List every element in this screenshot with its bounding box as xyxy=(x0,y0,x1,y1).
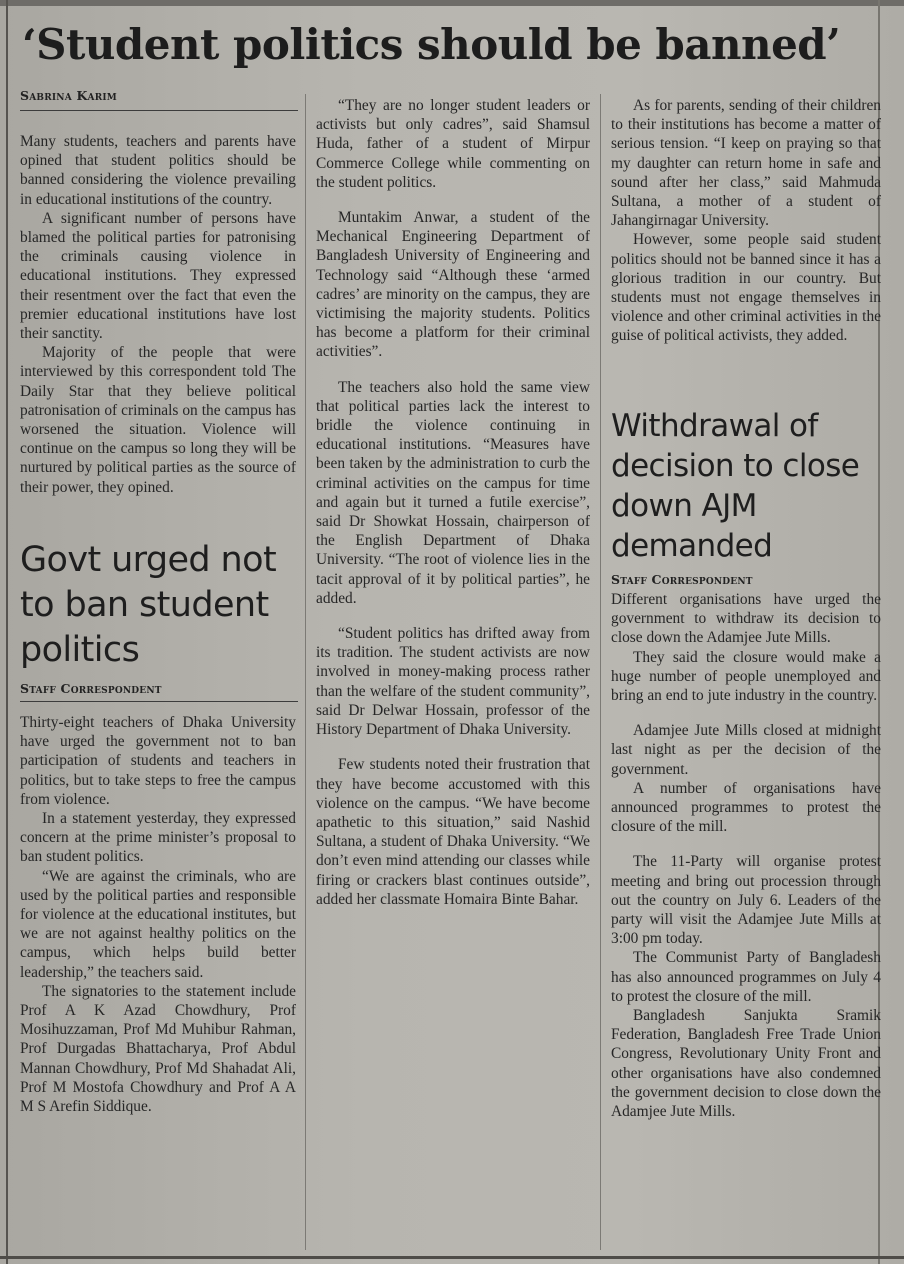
ajm-paragraph-6: The Communist Party of Bangladesh has also announced programmes on July 4 to protest the closure of the mill. xyxy=(611,949,881,1005)
column-rule-2 xyxy=(600,94,601,1250)
ajm-paragraph-1: Different organisations have urged the government to withdraw its decision to close down the Adamjee Jute Mills. xyxy=(611,591,881,647)
ajm-paragraph-3: Adamjee Jute Mills closed at midnight last night as per the decision of the government. xyxy=(611,722,881,778)
main-byline-rule xyxy=(20,110,298,111)
bottom-rule xyxy=(0,1256,904,1259)
govt-story-body xyxy=(20,713,296,1116)
main-paragraph-9: As for parents, sending of their children to their institutions has become a matter of serious tension. “I keep on praying so that my daughter can return home in safe and sound after her class,” said Mahmuda Sultana, a mother of a student of Jahangirnagar University. xyxy=(611,97,881,230)
ajm-byline: Staff Correspondent xyxy=(611,572,753,587)
column-rule-1 xyxy=(305,94,306,1250)
govt-byline: Staff Correspondent xyxy=(20,681,162,696)
ajm-headline: Withdrawal of decision to close down AJM demanded xyxy=(611,408,860,564)
main-paragraph-2: A significant number of persons have blamed the political parties for patronising the criminals causing violence in educational institutions. They expressed their resentment over the fact that even the premier educational institutions have lost their sanctity. xyxy=(20,209,296,343)
ajm-paragraph-4: A number of organisations have announced programmes to protest the closure of the mill. xyxy=(611,779,881,836)
main-paragraph-5: Muntakim Anwar, a student of the Mechanical Engineering Department of Bangladesh University of Engineering and Technology said “Although these ‘armed cadres’ are minority on the campus, they are victimising the majority students. Politics has become a platform for their criminal activities”. xyxy=(316,209,590,361)
main-headline: ‘Student politics should be banned’ xyxy=(22,20,841,69)
main-story-col2 xyxy=(316,96,590,909)
ajm-paragraph-5: The 11-Party will organise protest meeting and bring out procession through out the country on July 6. Leaders of the party will visit the Adamjee Jute Mills at 3:00 pm today. xyxy=(611,853,881,948)
main-paragraph-6: The teachers also hold the same view that political parties lack the interest to bridle the violence continuing in educational institutions. “Measures have been taken by the administration to curb the criminal activities on the campus for time and again but it turned a futile exercise”, said Dr Showkat Hossain, chairperson of the English Department of Dhaka University. “The root of violence lies in the tacit approval of it by political parties”, he added. xyxy=(316,378,590,607)
main-paragraph-1: Many students, teachers and parents have opined that student politics should be banned considering the violence prevailing in educational institutions of the country. xyxy=(20,133,296,208)
govt-headline: Govt urged not to ban student politics xyxy=(20,540,277,670)
ajm-paragraph-2: They said the closure would make a huge number of people unemployed and bring an end to jute industry in the country. xyxy=(611,648,881,705)
main-paragraph-4: “They are no longer student leaders or activists but only cadres”, said Shamsul Huda, father of a student of Mirpur Commerce College while commenting on the student politics. xyxy=(316,97,590,191)
main-paragraph-8: Few students noted their frustration that they have become accustomed with this violence on the campus. “We have become apathetic to this situation,” said Nashid Sultana, a student of Dhaka University. “We don’t even mind attending our classes while firing or crackers blast continues outside”, added her classmate Homaira Binte Bahar. xyxy=(316,756,590,908)
govt-paragraph-4: The signatories to the statement include Prof A K Azad Chowdhury, Prof Mosihuzzaman, Prof Md Muhibur Rahman, Prof Durgadas Bhattacharya, Prof Abdul Mannan Chowdhury, Prof Md Shahadat Ali, Prof M Mostofa Chowdhury and Prof A A M S Arefin Siddique. xyxy=(20,982,296,1116)
main-byline: Sabrina Karim xyxy=(20,88,117,103)
govt-paragraph-3: “We are against the criminals, who are used by the political parties and responsible for violence at the educational institutes, but we are not against healthy politics on the campus, which helps build better leadership,” the teachers said. xyxy=(20,867,296,981)
main-paragraph-10: However, some people said student politics should not be banned since it has a glorious tradition in our country. But students must not engage themselves in violence and other criminal activities in the guise of political activists, they added. xyxy=(611,231,881,345)
govt-paragraph-2: In a statement yesterday, they expressed concern at the prime minister’s proposal to ban student politics. xyxy=(20,810,296,866)
ajm-paragraph-7: Bangladesh Sanjukta Sramik Federation, Bangladesh Free Trade Union Congress, Revolutionary Unity Front and other organisations have also condemned the government decision to close down the Adamjee Jute Mills. xyxy=(611,1007,881,1121)
main-paragraph-3: Majority of the people that were interviewed by this correspondent told The Daily Star that they believe political patronisation of criminals on the campus has worsened the situation. Violence will continue on the campus so long they will be nurtured by political parties as the source of their power, they opined. xyxy=(20,344,296,496)
main-story-col1 xyxy=(20,132,296,497)
top-rule xyxy=(0,0,904,6)
main-paragraph-7: “Student politics has drifted away from its tradition. The student activists are now involved in money-making process rather than the welfare of the student community”, said Dr Delwar Hossain, professor of the History Department of Dhaka University. xyxy=(316,625,590,739)
main-story-col3 xyxy=(611,96,881,346)
govt-paragraph-1: Thirty-eight teachers of Dhaka University have urged the government not to ban participation of students and teachers in politics, but to take steps to free the campus from violence. xyxy=(20,714,296,808)
govt-byline-rule xyxy=(20,701,298,702)
left-border-rule xyxy=(6,0,8,1264)
ajm-story-body xyxy=(611,590,881,1121)
